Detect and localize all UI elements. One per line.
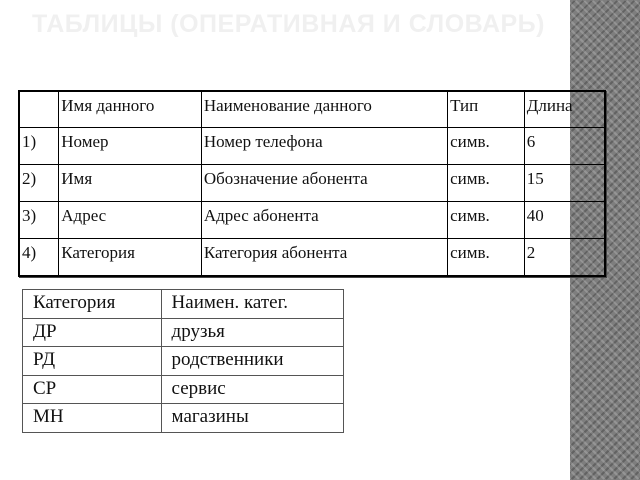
field-name: Адрес xyxy=(59,202,202,239)
field-type: симв. xyxy=(448,202,525,239)
field-type: симв. xyxy=(448,127,525,164)
field-description: Номер телефона xyxy=(201,127,447,164)
field-length: 2 xyxy=(524,239,605,276)
field-length: 6 xyxy=(524,127,605,164)
field-description: Адрес абонента xyxy=(201,202,447,239)
row-number: 1) xyxy=(19,127,59,164)
header-cell xyxy=(19,91,59,127)
row-number: 3) xyxy=(19,202,59,239)
header-cell: Категория xyxy=(23,290,162,319)
field-name: Имя xyxy=(59,164,202,201)
category-name: родственники xyxy=(161,347,343,376)
category-code: РД xyxy=(23,347,162,376)
table-row xyxy=(19,127,605,164)
field-length: 40 xyxy=(524,202,605,239)
header-cell: Наименование данного xyxy=(201,91,447,127)
field-type: симв. xyxy=(448,239,525,276)
category-name: магазины xyxy=(161,404,343,433)
table-row xyxy=(23,347,344,376)
header-cell: Длина xyxy=(524,91,605,127)
table-row xyxy=(23,318,344,347)
dictionary-table xyxy=(22,289,344,433)
fields-table xyxy=(18,90,606,277)
table-row xyxy=(19,202,605,239)
field-type: симв. xyxy=(448,164,525,201)
field-description: Категория абонента xyxy=(201,239,447,276)
category-code: СР xyxy=(23,375,162,404)
table-row xyxy=(23,404,344,433)
row-number: 2) xyxy=(19,164,59,201)
table-row xyxy=(23,375,344,404)
category-code: МН xyxy=(23,404,162,433)
header-cell: Наимен. катег. xyxy=(161,290,343,319)
slide-title: ТАБЛИЦЫ (ОПЕРАТИВНАЯ И СЛОВАРЬ) xyxy=(32,10,545,38)
field-length: 15 xyxy=(524,164,605,201)
header-cell: Тип xyxy=(448,91,525,127)
header-cell: Имя данного xyxy=(59,91,202,127)
field-name: Номер xyxy=(59,127,202,164)
category-name: сервис xyxy=(161,375,343,404)
category-code: ДР xyxy=(23,318,162,347)
table-row xyxy=(19,164,605,201)
table-row xyxy=(19,239,605,276)
category-name: друзья xyxy=(161,318,343,347)
field-name: Категория xyxy=(59,239,202,276)
table-header-row xyxy=(19,91,605,127)
row-number: 4) xyxy=(19,239,59,276)
field-description: Обозначение абонента xyxy=(201,164,447,201)
table-header-row xyxy=(23,290,344,319)
